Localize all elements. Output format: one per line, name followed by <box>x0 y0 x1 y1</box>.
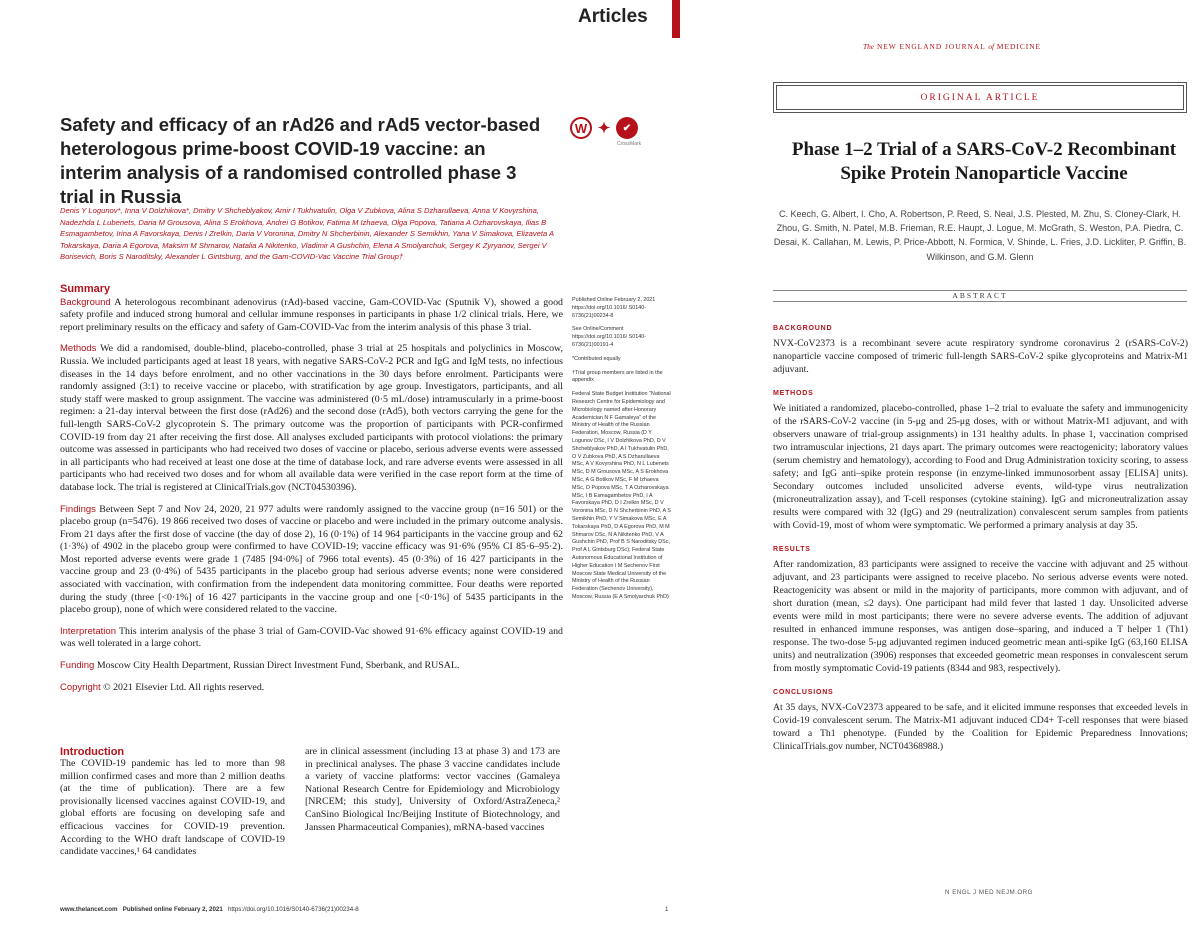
methods-text: We initiated a randomized, placebo-controlled, phase 1–2 trial to evaluate the safety and immunogenicity of the rSARS-CoV-2 vaccine (in 5-μg and 25-μg doses, with or without Matrix-M1 adjuvant, and with observers unaware of trial-group assignments) in 131 healthy adults. In phase 1, vaccination comprised two intramuscular injections, 21 days apart. The primary outcomes were reactogenicity; laboratory values (serum chemistry and hematology), according to Food and Drug Administration toxicity scoring, to assess safety; and IgG anti–spike protein response (in enzyme-linked immunosorbent assay [ELISA] units). Secondary outcomes included unsolicited adverse events, wild-type virus neutralization (microneutralization assay), and T-cell responses (cytokine staining). IgG and microneutralization assay results were compared with 32 (IgG) and 29 (neutralization) convalescent serum samples from patients with Covid-19, most of whom were symptomatic. We performed a primary analysis at day 35. <box>773 403 1188 531</box>
conclusions-text: At 35 days, NVX-CoV2373 appeared to be safe, and it elicited immune responses that exceeded levels in Covid-19 convalescent serum. The Matrix-M1 adjuvant induced CD4+ T-cell responses that were biased toward a Th1 phenotype. (Funded by the Coalition for Epidemic Preparedness Innovations; ClinicalTrials.gov number, NCT04368988.) <box>773 702 1188 752</box>
background-text: A heterologous recombinant adenovirus (rAd)-based vaccine, Gam-COVID-Vac (Sputnik V), showed a good safety profile and induced strong humoral and cellular immune responses in participants in phase 1/2 clinical trials. Here, we report preliminary results on the efficacy and safety of Gam-COVID-Vac from the interim analysis of this phase 3 trial. <box>60 296 563 333</box>
section-color-bar <box>672 0 680 38</box>
findings-paragraph <box>60 504 563 617</box>
contributed-equally-note: *Contributed equally <box>572 355 621 362</box>
masthead-of: of <box>988 42 995 51</box>
page-footer: N ENGL J MED NEJM.ORG <box>945 889 1033 896</box>
background-text: NVX-CoV2373 is a recombinant severe acute respiratory syndrome coronavirus 2 (rSARS-CoV-2) nanoparticle vaccine composed of trimeric full-length SARS-CoV-2 spike glycoproteins and Matrix-M1 adjuvant. <box>773 338 1188 375</box>
interpretation-paragraph <box>60 626 563 651</box>
abstract-heading-wrap <box>773 285 1187 303</box>
article-sidebar <box>572 297 672 608</box>
article-title: Phase 1–2 Trial of a SARS-CoV-2 Recombinant Spike Protein Nanoparticle Vaccine <box>791 139 1177 184</box>
masthead-name: NEW ENGLAND JOURNAL <box>876 42 986 51</box>
funding-text: Moscow City Health Department, Russian Direct Investment Fund, Sberbank, and RUSAL. <box>96 660 460 672</box>
crossmark-label: CrossMark <box>617 141 642 147</box>
findings-label: Findings <box>60 503 96 515</box>
copyright-paragraph <box>60 682 563 695</box>
see-online-comment-note[interactable]: See Online/Comment https://doi.org/10.1016/ S0140-6736(21)00191-4 <box>572 326 647 348</box>
interpretation-text: This interim analysis of the phase 3 trial of Gam-COVID-Vac showed 91·6% efficacy against COVID-19 and was well tolerated in a large cohort. <box>60 625 563 650</box>
copyright-text: © 2021 Elsevier Ltd. All rights reserved. <box>103 681 265 693</box>
pdf-tool-icon[interactable]: W <box>570 117 592 139</box>
abstract-heading: ABSTRACT <box>944 291 1015 300</box>
footer-published: Published online February 2, 2021 <box>122 906 223 913</box>
nejm-article-page <box>755 0 1200 927</box>
journal-masthead <box>863 42 1041 51</box>
background-paragraph <box>60 297 563 335</box>
methods-heading: METHODS <box>773 390 814 397</box>
article-title: Safety and efficacy of an rAd26 and rAd5 vector-based heterologous prime-boost COVID-19 vaccine: an interim analysis of a randomised controlled phase 3 trial in Russia <box>60 114 541 207</box>
findings-text: Between Sept 7 and Nov 24, 2020, 21 977 adults were randomly assigned to the vaccine group (n=16 501) or the placebo group (n=5476). 19 866 received two doses of vaccine or placebo and were included in the primary outcome analysis. From 21 days after the first dose of vaccine (the day of dose 2), 16 (0·1%) of 14 964 participants in the vaccine group and 62 (1·3%) of 4902 in the placebo group were confirmed to have COVID-19; vaccine efficacy was 91·6% (95% CI 85·6–95·2). Most reported adverse events were grade 1 (7485 [94·0%] of 7966 total events). 45 (0·3%) of 16 427 participants in the vaccine group and 23 (0·4%) of 5435 participants in the placebo group had serious adverse events; none were considered associated with vaccination, with confirmation from the independent data monitoring committee. Four deaths were reported during the study (three [<0·1%] of 16 427 participants in the vaccine group and one [<0·1%] of 5435 participants in the placebo group), none of which were considered related to the vaccine. <box>60 503 563 616</box>
introduction-column-1: The COVID-19 pandemic has led to more than 98 million confirmed cases and more than 2 million deaths (at the time of publication). There are a few provisionally licensed vaccines against COVID-19, and global efforts are focusing on developing safe and efficacious vaccines for COVID-19 prevention. According to the WHO draft landscape of COVID-19 candidate vaccines,¹ 64 candidates <box>60 758 285 858</box>
methods-text: We did a randomised, double-blind, placebo-controlled, phase 3 trial at 25 hospitals and polyclinics in Moscow, Russia. We included participants aged at least 18 years, with negative SARS-CoV-2 PCR and IgG and IgM tests, no infectious diseases in the 14 days before enrolment, and no other vaccinations in the 30 days before enrolment. Participants were randomly assigned (3:1) to receive vaccine or placebo, with stratification by age group. Investigators, participants, and all study staff were masked to group assignment. The vaccine was administered (0·5 mL/dose) intramuscularly in a prime-boost regimen: a 21-day interval between the first dose (rAd26) and the second dose (rAd5), both vectors carrying the gene for the full-length SARS-CoV-2 glycoprotein S. The primary outcome was the proportion of participants with PCR-confirmed COVID-19 from day 21 after receiving the first dose. All analyses excluded participants with protocol violations: the primary outcome was assessed in participants who had received two doses of vaccine or placebo, serious adverse events were assessed in all participants who had received at least one dose at the time of database lock, and rare adverse events were assessed in all participants who had received two doses and for whom all available data were verified in the case report form at the time of database lock. The trial is registered at ClinicalTrials.gov (NCT04530396). <box>60 343 563 493</box>
copyright-label: Copyright <box>60 681 101 693</box>
background-heading: BACKGROUND <box>773 325 833 332</box>
introduction-heading: Introduction <box>60 746 125 758</box>
summary-section <box>60 283 563 703</box>
section-label: Articles <box>578 6 648 27</box>
summary-heading: Summary <box>60 283 111 295</box>
masthead-the: The <box>863 42 875 51</box>
methods-paragraph <box>60 343 563 494</box>
abstract-body <box>773 322 1188 764</box>
methods-label: Methods <box>60 343 97 355</box>
funding-paragraph <box>60 660 563 673</box>
footer-doi[interactable]: https://doi.org/10.1016/S0140-6736(21)00234-8 <box>227 906 359 913</box>
affiliations-note: Federal State Budget Institution "National Research Centre for Epidemiology and Microbiology named after Honorary Academician N F Gamaleya" of the Ministry of Health of the Russian Federation, Moscow, Russia (D Y Logunov DSc, I V Dolzhikova PhD, D V Shcheblyakov PhD, A I Tukhvatulin PhD, O V Zubkova PhD, A S Dzharullaeva MSc, A V Kovyrshina PhD, N L Lubenets MSc, D M Grousova MSc, A S Erokhova MSc, A G Botikov MSc, F M Izhaeva MSc, O Popova MSc, T A Ozharovskaya MSc, I B Esmagambetov PhD, I A Favorskaya PhD, D I Zrelkin MSc, D V Voronina MSc, D N Shcherbinin PhD, A S Semikhin PhD, Y V Simakova MSc, E A Tokarskaya PhD, D A Egorova PhD, M M Shmarov DSc, N A Nikitenko PhD, V A Gushchin PhD, Prof B S Naroditsky DSc, Prof A L Gintsburg DSc); Federal State Autonomous Educational Institution of Higher Education I M Sechenov First Moscow State Medical University of the Ministry of Health of the Russian Federation (Sechenov University), Moscow, Russia (E A Smolyarchuk PhD) <box>572 391 671 600</box>
introduction-column-2: are in clinical assessment (including 13 at phase 3) and 173 are in preclinical analyses. The phase 3 vaccine candidates include a variety of vaccine platforms: vector vaccines (Gamaleya National Research Centre for Epidemiology and Microbiology [NRCEM; this study], University of Oxford/AstraZeneca,² CanSino Biological Inc/Beijing Institute of Biotechnology, and Janssen Pharmaceutical Companies), mRNA-based vaccines <box>305 746 560 833</box>
article-type-banner <box>773 82 1187 113</box>
interpretation-label: Interpretation <box>60 625 116 637</box>
masthead-medicine: MEDICINE <box>996 42 1042 51</box>
footer-site[interactable]: www.thelancet.com <box>60 906 118 913</box>
crossmark-icon[interactable]: ✔ <box>616 117 638 139</box>
funding-label: Funding <box>60 660 95 672</box>
conclusions-heading: CONCLUSIONS <box>773 689 834 696</box>
author-list: C. Keech, G. Albert, I. Cho, A. Robertson, P. Reed, S. Neal, J.S. Plested, M. Zhu, S. Cloney-Clark, H. Zhou, G. Smith, N. Patel, M.B. Frieman, R.E. Haupt, J. Logue, M. McGrath, S. Weston, P.A. Piedra, C. Desai, K. Callahan, M. Lewis, P. Price-Abbott, N. Formica, V. Shinde, L. Fries, J.D. Lickliter, P. Griffin, B. Wilkinson, and G.M. Glenn <box>773 209 1187 262</box>
article-type-label: ORIGINAL ARTICLE <box>776 85 1184 110</box>
author-list: Denis Y Logunov*, Inna V Dolzhikova*, Dmitry V Shcheblyakov, Amir I Tukhvatulin, Olga V Zubkova, Alina S Dzharullaeva, Anna V Kovyrshina, Nadezhda L Lubenets, Daria M Grousova, Alina S Erokhova, Andrei G Botikov, Fatima M Izhaeva, Olga Popova, Tatiana A Ozharovskaya, Ilias B Esmagambetov, Irina A Favorskaya, Denis I Zrelkin, Daria V Voronina, Dmitry N Shcherbinin, Alexander S Semikhin, Yana V Simakova, Elizaveta A Tokarskaya, Daria A Egorova, Maksim M Shmarov, Natalia A Nikitenko, Vladimir A Gushchin, Elena A Smolyarchuk, Sergey K Zyryanov, Sergei V Borisevich, Boris S Naroditsky, Alexander L Gintsburg, and the Gam-COVID-Vac Vaccine Trial Group† <box>60 206 554 262</box>
article-tools <box>570 117 638 139</box>
results-heading: RESULTS <box>773 546 811 553</box>
trial-group-note: †Trial group members are listed in the appendix <box>572 369 663 384</box>
background-label: Background <box>60 296 111 308</box>
page-footer <box>60 906 359 913</box>
page-number: 1 <box>665 906 669 913</box>
results-text: After randomization, 83 participants were assigned to receive the vaccine with adjuvant and 25 without adjuvant, and 23 participants were assigned to receive placebo. No serious adverse events were noted. Reactogenicity was absent or mild in the majority of participants, more common with adjuvant, and of short duration (mean, ≤2 days). One participant had mild fever that lasted 1 day. Unsolicited adverse events were mild in most participants; there were no severe adverse events. The addition of adjuvant resulted in enhanced immune responses, was antigen dose–sparing, and induced a T helper 1 (Th1) response. The two-dose 5-μg adjuvanted regimen induced geometric mean anti-spike IgG (63,160 ELISA units) and neutralization (3906) responses that exceeded geometric mean responses in convalescent serum from mostly symptomatic Covid-19 patients (8344 and 983, respectively). <box>773 559 1188 674</box>
published-online-note[interactable]: Published Online February 2, 2021 https://doi.org/10.1016/ S0140-6736(21)00234-8 <box>572 297 656 319</box>
sparkle-icon: ✦ <box>597 120 611 137</box>
